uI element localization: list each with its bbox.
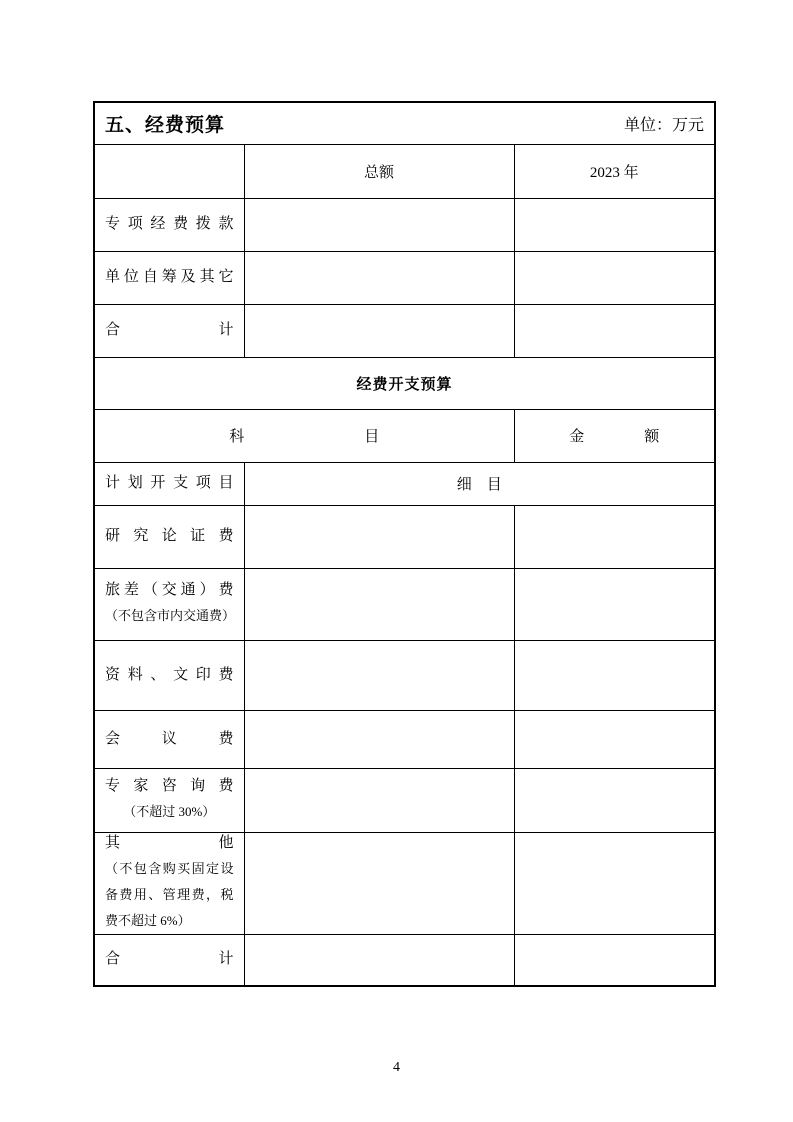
row-label-note: （不包含购买固定设备费用、管理费，税费不超过 6%）	[105, 860, 234, 928]
row-label: 其他	[105, 834, 234, 851]
row-label-cell	[94, 198, 244, 251]
row-label-cell	[94, 832, 244, 934]
detail-input-cell[interactable]	[244, 640, 514, 710]
table-row-other-fee	[94, 832, 715, 934]
row-label: 专家咨询费	[105, 777, 234, 794]
detail-input-cell[interactable]	[244, 505, 514, 568]
row-label: 单位自筹及其它	[105, 269, 234, 285]
row-label: 专项经费拨款	[105, 216, 234, 232]
table-row-materials-fee	[94, 640, 715, 710]
table-row-special-fund	[94, 198, 715, 251]
row-label: 资料、文印费	[105, 666, 234, 683]
detail-input-cell[interactable]	[244, 568, 514, 640]
year-input-cell[interactable]	[514, 251, 715, 304]
unit-label: 单位：万元	[624, 116, 705, 134]
year-input-cell[interactable]	[514, 304, 715, 357]
row-label-cell	[94, 251, 244, 304]
row-label-cell	[94, 934, 244, 986]
row-label-cell	[94, 505, 244, 568]
section-title: 五、经费预算	[105, 114, 226, 136]
subject-header-row	[94, 409, 715, 462]
amount-input-cell[interactable]	[514, 934, 715, 986]
table-row-expense-total	[94, 934, 715, 986]
table-row-research-fee	[94, 505, 715, 568]
row-label-cell	[94, 568, 244, 640]
row-label: 合计	[105, 322, 234, 338]
row-label: 会议费	[105, 730, 234, 747]
amount-header: 金 额	[514, 409, 715, 462]
table-row-self-raised	[94, 251, 715, 304]
row-label-cell	[94, 710, 244, 768]
amount-input-cell[interactable]	[514, 640, 715, 710]
amount-input-cell[interactable]	[514, 568, 715, 640]
table-row-travel-fee	[94, 568, 715, 640]
row-label-cell	[94, 304, 244, 357]
row-label-cell	[94, 462, 244, 505]
column-header-total: 总额	[244, 144, 514, 198]
expense-section-title: 经费开支预算	[94, 357, 715, 409]
row-label: 合计	[105, 951, 234, 968]
total-input-cell[interactable]	[244, 304, 514, 357]
row-label-cell	[94, 768, 244, 832]
row-label-cell	[94, 640, 244, 710]
amount-input-cell[interactable]	[514, 832, 715, 934]
detail-header: 细 目	[244, 462, 715, 505]
subject-header: 科 目	[94, 409, 514, 462]
detail-input-cell[interactable]	[244, 934, 514, 986]
row-label-note: （不超过 30%）	[123, 803, 216, 819]
table-row-funding-total	[94, 304, 715, 357]
detail-input-cell[interactable]	[244, 768, 514, 832]
plan-items-label: 计划开支项目	[105, 475, 234, 491]
total-input-cell[interactable]	[244, 251, 514, 304]
title-row	[94, 102, 715, 144]
amount-input-cell[interactable]	[514, 505, 715, 568]
total-input-cell[interactable]	[244, 198, 514, 251]
detail-input-cell[interactable]	[244, 832, 514, 934]
amount-input-cell[interactable]	[514, 710, 715, 768]
row-label: 研究论证费	[105, 528, 234, 544]
table-row-expert-fee	[94, 768, 715, 832]
table-row-conference-fee	[94, 710, 715, 768]
row-label: 旅差（交通）费	[105, 581, 234, 598]
amount-input-cell[interactable]	[514, 768, 715, 832]
title-bar	[105, 110, 704, 137]
plan-header-row	[94, 462, 715, 505]
page-number: 4	[393, 1060, 400, 1075]
title-cell	[94, 102, 715, 144]
budget-table	[93, 101, 716, 987]
funding-header-row	[94, 144, 715, 198]
column-header-year: 2023 年	[514, 144, 715, 198]
detail-input-cell[interactable]	[244, 710, 514, 768]
row-label-note: （不包含市内交通费）	[105, 607, 236, 623]
year-input-cell[interactable]	[514, 198, 715, 251]
corner-cell	[94, 144, 244, 198]
expense-section-row	[94, 357, 715, 409]
